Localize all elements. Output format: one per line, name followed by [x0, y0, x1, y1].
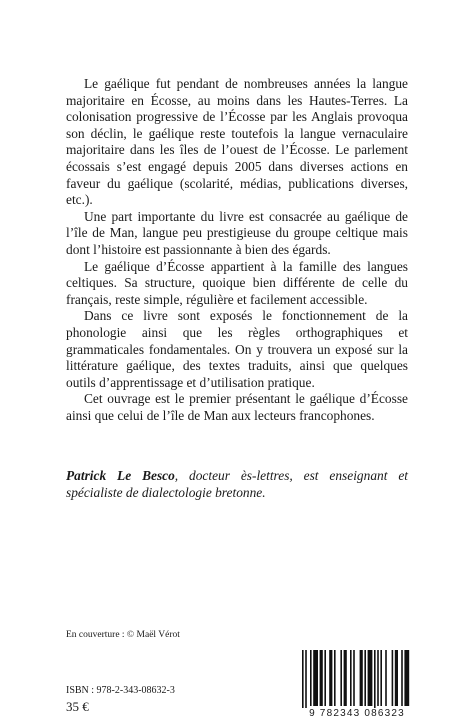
barcode-bar: [344, 650, 347, 706]
author-bio: [66, 467, 408, 501]
author-description: , docteur ès-lettres, est enseignant et spécialiste de dialectologie bretonne.: [66, 468, 408, 500]
barcode-bar: [334, 650, 336, 706]
barcode-bar: [374, 650, 376, 710]
barcode-bar: [385, 650, 387, 706]
barcode-bar: [404, 650, 409, 706]
barcode-bar: [360, 650, 363, 706]
barcode-bar: [340, 650, 342, 706]
barcode: [298, 650, 416, 722]
barcode-bars: [298, 650, 416, 710]
barcode-bar: [401, 650, 403, 706]
barcode-bar: [329, 650, 332, 706]
barcode-bar: [313, 650, 318, 706]
barcode-bar: [368, 650, 373, 706]
paragraph-isle-of-man: Une part importante du livre est consacrée au gaélique de l’île de Man, langue peu prestigieuse du groupe celtique mais dont l’histoire est passionnante à bien des égards.: [66, 208, 408, 257]
back-cover-text: [66, 76, 408, 424]
barcode-bar: [392, 650, 394, 706]
barcode-bar: [353, 650, 355, 706]
price: 35 €: [66, 699, 89, 714]
barcode-bar: [305, 650, 307, 710]
paragraph-structure: Le gaélique d’Écosse appartient à la famille des langues celtiques. Sa structure, quoique bien différente de celle du français, reste simple, régulière et facilement accessible.: [66, 258, 408, 307]
barcode-bar: [380, 650, 382, 706]
isbn: ISBN : 978-2-343-08632-3: [66, 685, 175, 696]
barcode-bar: [350, 650, 352, 706]
paragraph-conclusion: Cet ouvrage est le premier présentant le gaélique d’Écosse ainsi que celui de l’île de Man aux lecteurs francophones.: [66, 391, 408, 423]
paragraph-intro: Le gaélique fut pendant de nombreuses années la langue majoritaire en Écosse, au moins dans les Hautes-Terres. La colonisation progressive de l’Écosse par les Anglais provoqua son déclin, le gaélique reste toutefois la langue vernaculaire majoritaire dans les îles de l’ouest de l’Écosse. Le parlement écossais s’est engagé depuis 2005 dans diverses actions en faveur du gaélique (scolarité, médias, publications diverses, etc.).: [66, 76, 408, 208]
barcode-number: 9 782343 086323: [298, 708, 416, 720]
barcode-bar: [364, 650, 366, 706]
author-name: Patrick Le Besco: [66, 468, 175, 483]
cover-credit: En couverture : © Maël Vérot: [66, 630, 180, 640]
barcode-bar: [324, 650, 326, 706]
barcode-bar: [302, 650, 304, 710]
paragraph-contents: Dans ce livre sont exposés le fonctionnement de la phonologie ainsi que les règles orthographiques et grammaticales fondamentales. On y trouvera un exposé sur la littérature gaélique, des textes traduits, ainsi que quelques outils d’apprentissage et d’utilisation pratique.: [66, 308, 408, 390]
barcode-bar: [395, 650, 398, 706]
barcode-bar: [320, 650, 323, 706]
barcode-bar: [377, 650, 379, 706]
barcode-bar: [310, 650, 312, 706]
